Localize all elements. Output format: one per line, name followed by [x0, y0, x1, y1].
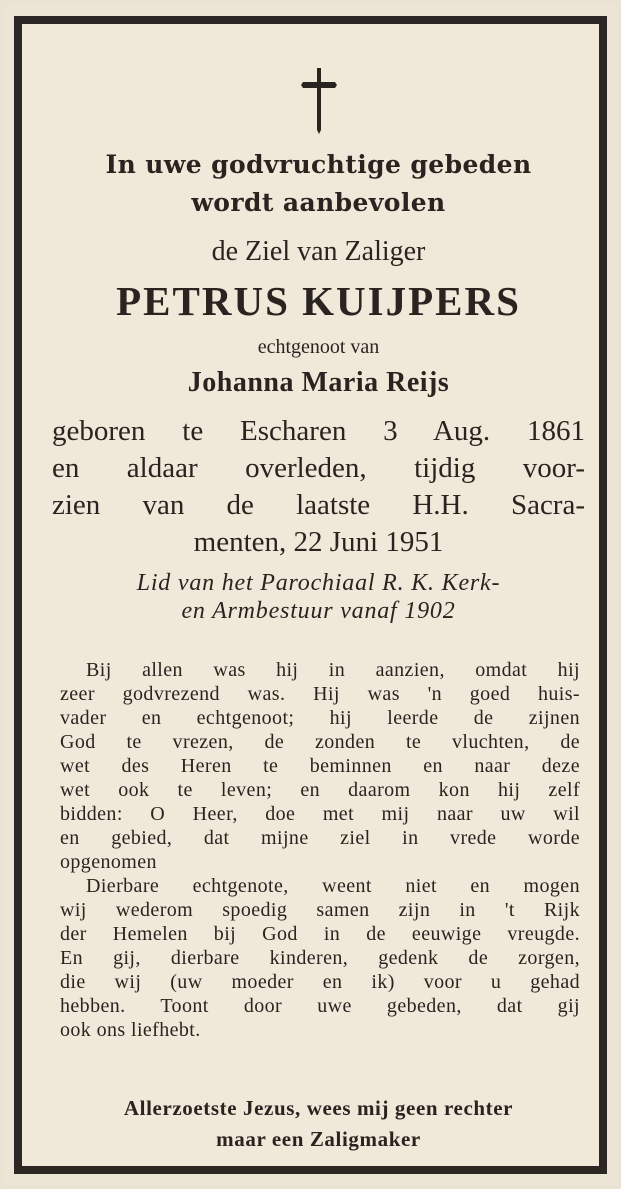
heading-line-2: wordt aanbevolen	[191, 188, 446, 217]
mourning-border	[14, 16, 607, 1174]
cross-icon	[297, 66, 341, 136]
prayer-line: wet des Heren te beminnen en naar deze	[60, 755, 580, 777]
prayer-line: En gij, dierbare kinderen, gedenk de zorgen,	[60, 947, 580, 969]
closing-line-2: maar een Zaligmaker	[216, 1127, 421, 1151]
prayer-line: hebben. Toont door uwe gebeden, dat gij	[60, 995, 580, 1017]
prayer-line: Bij allen was hij in aanzien, omdat hij	[86, 659, 580, 681]
prayer-line: wet ook te leven; en daarom kon hij zelf	[60, 779, 580, 801]
biography-line: geboren te Escharen 3 Aug. 1861	[52, 415, 585, 447]
prayer-line: bidden: O Heer, doe met mij naar uw wil	[60, 803, 580, 825]
heading-line-1: In uwe godvruchtige gebeden	[105, 150, 532, 179]
prayer-line: die wij (uw moeder en ik) voor u gehad	[60, 971, 580, 993]
deceased-name: PETRUS KUIJPERS	[116, 278, 521, 324]
biography-line: en aldaar overleden, tijdig voor-	[52, 452, 585, 484]
spouse-intro: echtgenoot van	[257, 336, 380, 358]
soul-line: de Ziel van Zaliger	[211, 236, 426, 267]
prayer-line: zeer godvrezend was. Hij was 'n goed huis-	[60, 683, 580, 705]
biography-line: zien van de laatste H.H. Sacra-	[52, 489, 585, 521]
prayer-text	[60, 658, 580, 1042]
spouse-name: Johanna Maria Reijs	[187, 367, 450, 398]
membership-line: en Armbestuur vanaf 1902	[181, 598, 456, 624]
prayer-line: der Hemelen bij God in de eeuwige vreugde.	[60, 923, 580, 945]
prayer-line: ook ons liefhebt.	[60, 1019, 201, 1041]
prayer-line: Dierbare echtgenote, weent niet en mogen	[86, 875, 580, 897]
prayer-line: vader en echtgenoot; hij leerde de zijnen	[60, 707, 580, 729]
prayer-line: opgenomen	[60, 851, 157, 873]
memorial-card	[4, 4, 617, 1185]
prayer-line: wij wederom spoedig samen zijn in 't Rijk	[60, 899, 580, 921]
biography-line: menten, 22 Juni 1951	[193, 526, 444, 558]
closing-line-1: Allerzoetste Jezus, wees mij geen rechter	[123, 1096, 514, 1120]
prayer-line: God te vrezen, de zonden te vluchten, de	[60, 731, 580, 753]
card-content	[52, 24, 585, 1166]
prayer-line: en gebied, dat mijne ziel in vrede worde	[60, 827, 580, 849]
membership-line: Lid van het Parochiaal R. K. Kerk-	[136, 570, 501, 596]
